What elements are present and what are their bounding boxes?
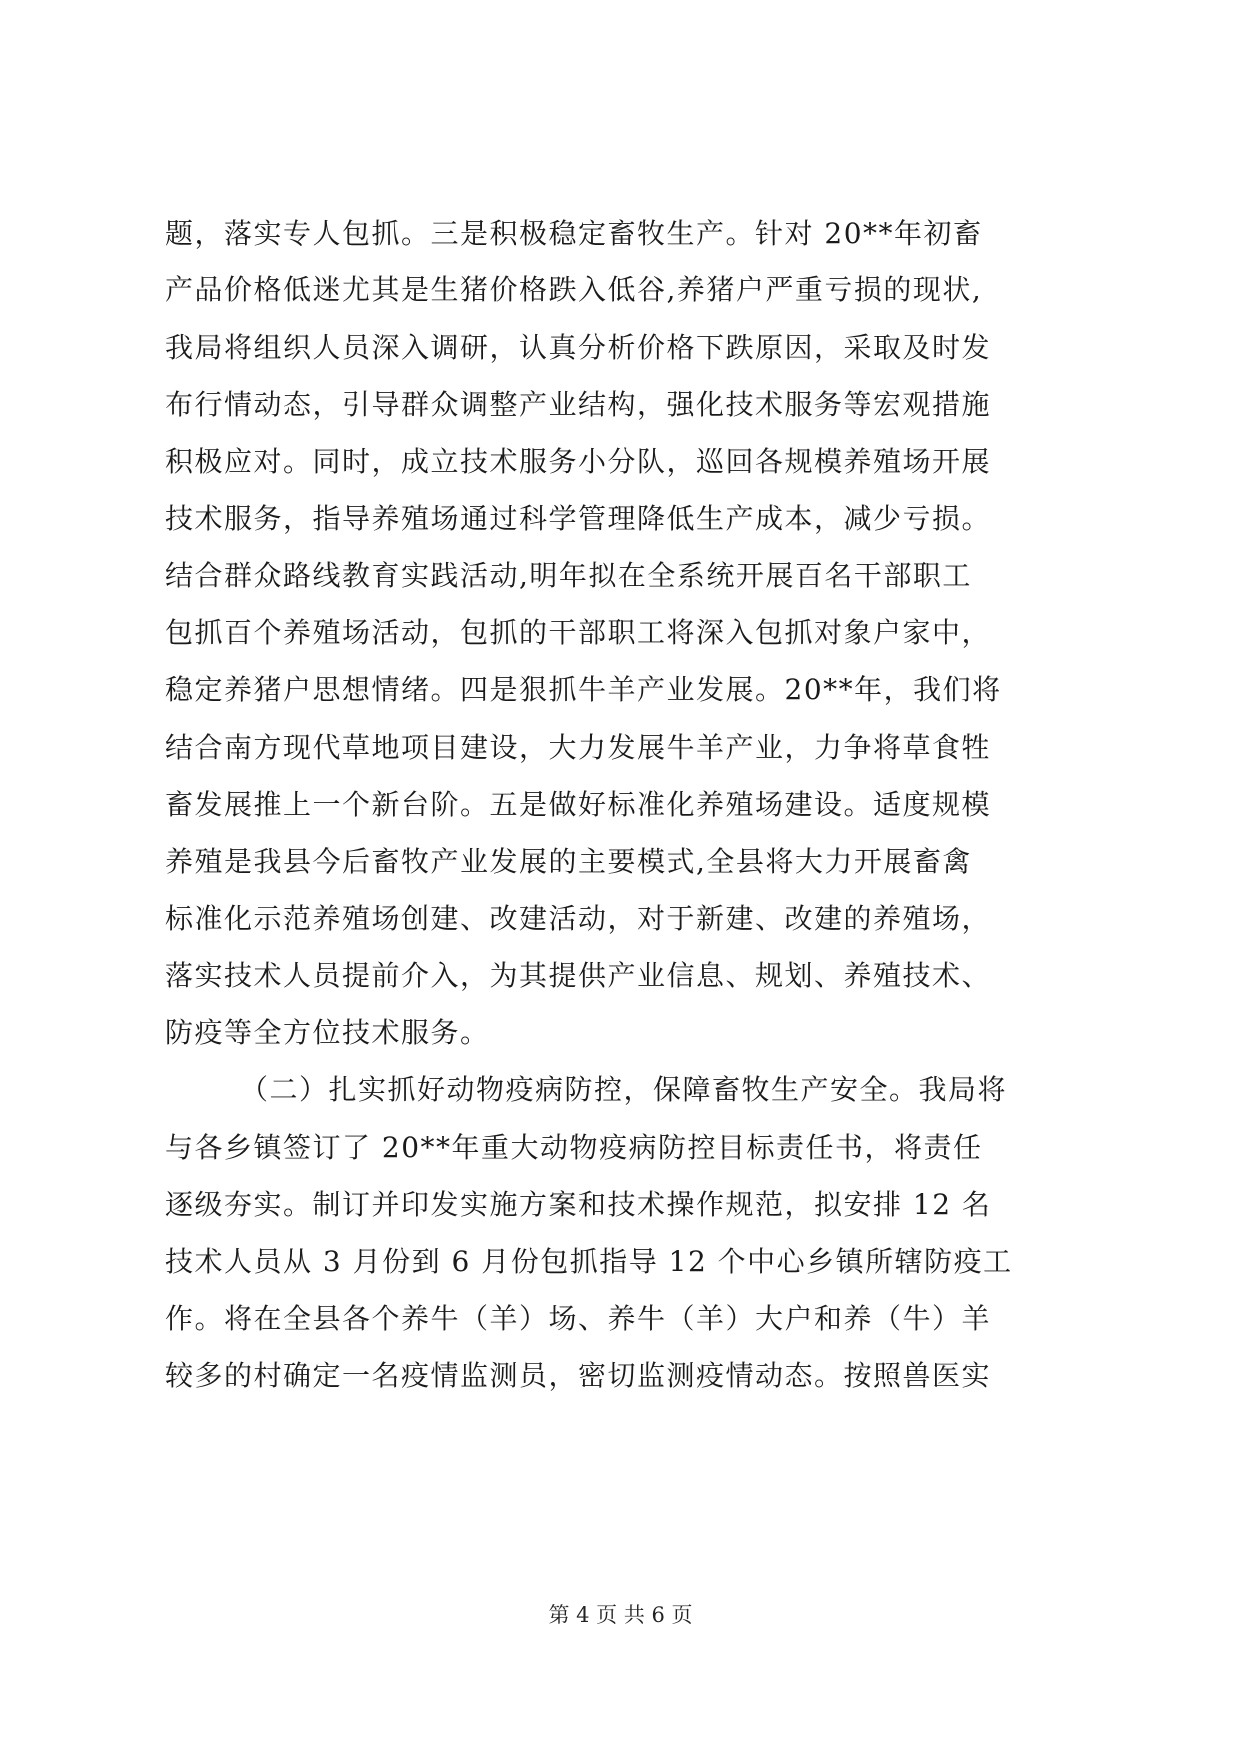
text-line: 养殖是我县今后畜牧产业发展的主要模式,全县将大力开展畜禽: [165, 845, 972, 878]
text-line: 产品价格低迷尤其是生猪价格跌入低谷,养猪户严重亏损的现状,: [165, 273, 983, 306]
text-line: 结合群众路线教育实践活动,明年拟在全系统开展百名干部职工: [165, 559, 972, 592]
text-line: 题，落实专人包抓。三是积极稳定畜牧生产。针对 20**年初畜: [165, 217, 983, 250]
text-line: 畜发展推上一个新台阶。五是做好标准化养殖场建设。适度规模: [165, 788, 992, 821]
text-line: 稳定养猪户思想情绪。四是狠抓牛羊产业发展。20**年，我们将: [165, 673, 1002, 706]
text-line: 技术人员从 3 月份到 6 月份包抓指导 12 个中心乡镇所辖防疫工: [165, 1245, 1013, 1278]
text-line: 布行情动态，引导群众调整产业结构，强化技术服务等宏观措施: [165, 388, 992, 421]
text-line: 结合南方现代草地项目建设，大力发展牛羊产业，力争将草食牲: [165, 731, 992, 764]
page-number-footer: 第 4 页 共 6 页: [548, 1603, 693, 1627]
text-line: 包抓百个养殖场活动，包抓的干部职工将深入包抓对象户家中，: [165, 616, 992, 649]
text-line: 与各乡镇签订了 20**年重大动物疫病防控目标责任书，将责任: [165, 1131, 983, 1164]
text-line: 我局将组织人员深入调研，认真分析价格下跌原因，采取及时发: [165, 331, 992, 364]
text-line: 作。将在全县各个养牛（羊）场、养牛（羊）大户和养（牛）羊: [165, 1302, 992, 1335]
text-line: 积极应对。同时，成立技术服务小分队，巡回各规模养殖场开展: [165, 445, 992, 478]
text-line: 较多的村确定一名疫情监测员，密切监测疫情动态。按照兽医实: [165, 1359, 992, 1392]
paragraph-heading-line: （二）扎实抓好动物疫病防控，保障畜牧生产安全。我局将: [240, 1073, 1008, 1106]
text-line: 落实技术人员提前介入，为其提供产业信息、规划、养殖技术、: [165, 959, 992, 992]
text-line: 标准化示范养殖场创建、改建活动，对于新建、改建的养殖场，: [165, 902, 992, 935]
text-line: 技术服务，指导养殖场通过科学管理降低生产成本，减少亏损。: [165, 502, 992, 535]
text-line: 防疫等全方位技术服务。: [165, 1016, 490, 1049]
text-line: 逐级夯实。制订并印发实施方案和技术操作规范，拟安排 12 名: [165, 1188, 992, 1221]
